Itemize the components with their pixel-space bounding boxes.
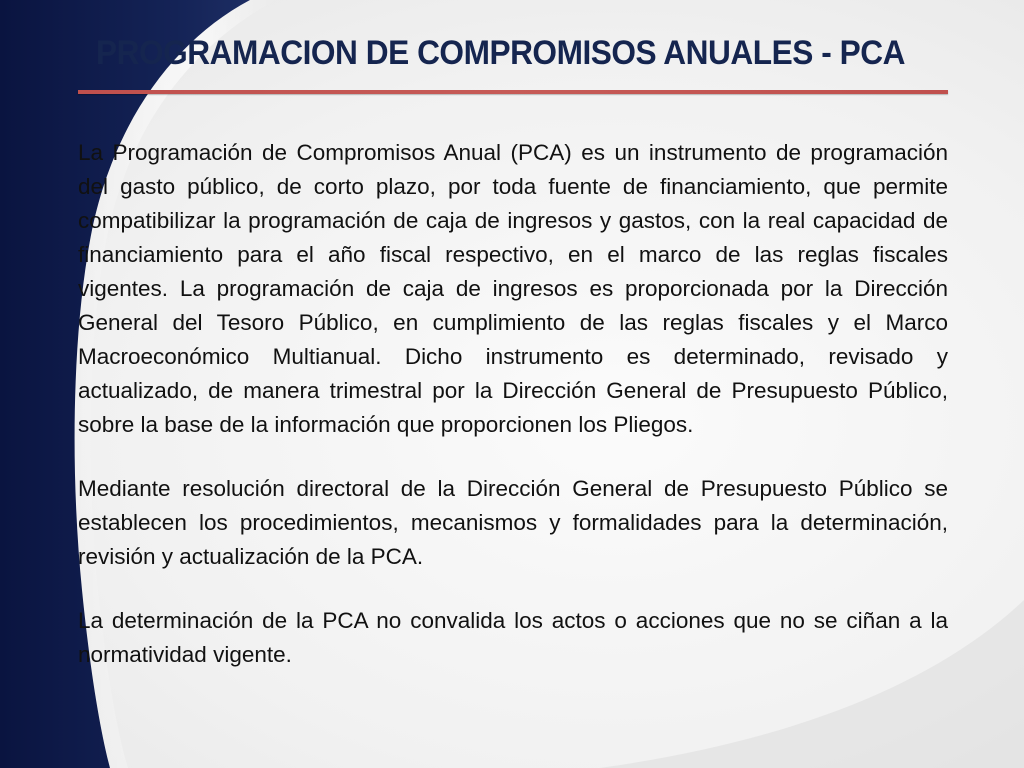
paragraph-3: La determinación de la PCA no convalida los actos o acciones que no se ciñan a la normatividad vigente. [78,608,948,667]
paragraph-1: La Programación de Compromisos Anual (PCA) es un instrumento de programación del gasto público, de corto plazo, por toda fuente de financiamiento, que permite compatibilizar la programación de caja de ingresos y gastos, con la real capacidad de financiamiento para el año fiscal respectivo, en el marco de las reglas fiscales vigentes. La programación de caja de ingresos es proporcionada por la Dirección General del Tesoro Público, en cumplimiento de las reglas fiscales y el Marco Macroeconómico Multianual. Dicho instrumento es determinado, revisado y actualizado, de manera trimestral por la Dirección General de Presupuesto Público, sobre la base de la información que proporcionen los Pliegos. [78,140,948,437]
slide-title: PROGRAMACION DE COMPROMISOS ANUALES - PCA [96,34,905,72]
title-underline [78,90,948,94]
slide-body [78,136,948,672]
paragraph-2: Mediante resolución directoral de la Dirección General de Presupuesto Público se establecen los procedimientos, mecanismos y formalidades para la determinación, revisión y actualización de la PCA. [78,476,948,569]
